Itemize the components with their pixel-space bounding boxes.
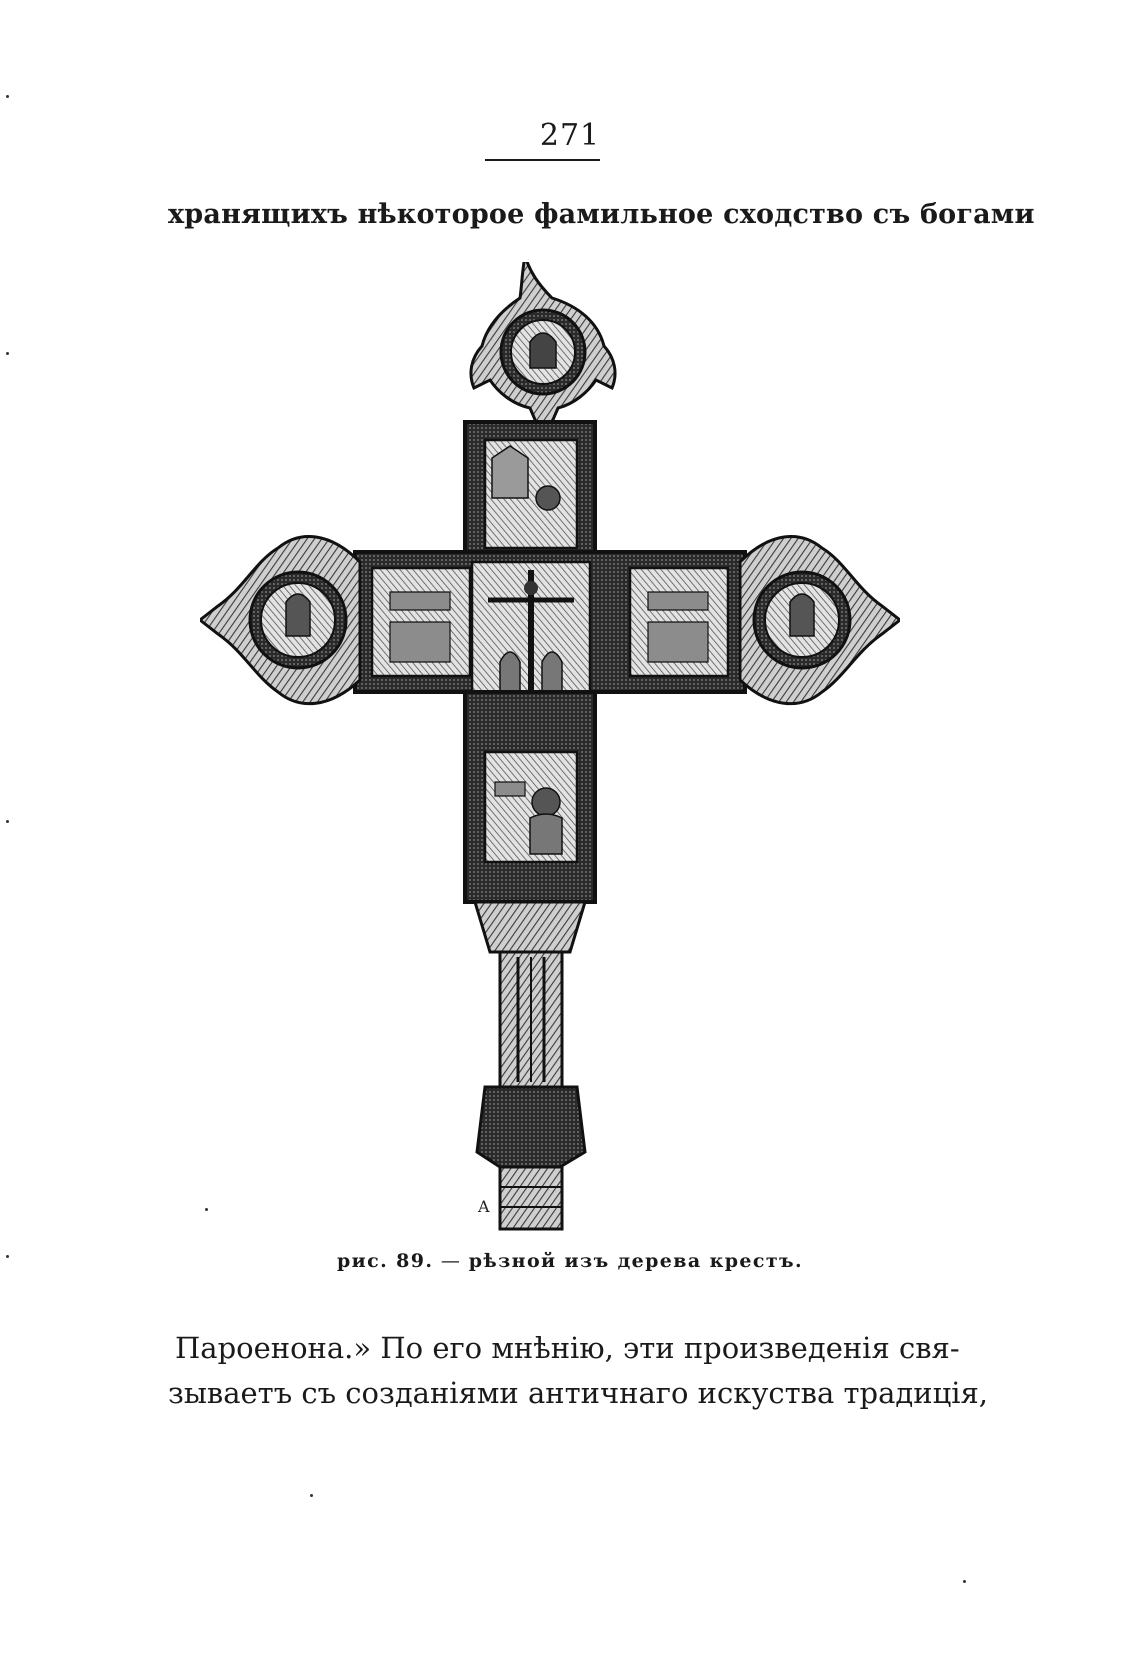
top-finial [471, 262, 615, 422]
cross-upper-arm [465, 422, 595, 562]
scan-speck [310, 1494, 313, 1497]
caption-lead: рис. 89. [336, 1250, 434, 1272]
scan-speck [963, 1580, 966, 1583]
cross-lower-arm [465, 692, 595, 902]
body-text-line-2: зываетъ съ созданіями античнаго искуства традиція, [168, 1376, 989, 1410]
engraver-monogram: A [478, 1197, 490, 1216]
scan-speck [6, 820, 9, 823]
scan-speck [6, 1255, 9, 1258]
top-text-line: хранящихъ нѣкоторое фамильное сходство съ богами [168, 199, 1035, 230]
figure-cross-illustration [200, 262, 900, 1232]
carved-cross-image [200, 262, 900, 1232]
scan-speck [6, 95, 9, 98]
right-finial [740, 536, 900, 703]
figure-caption [0, 1250, 1140, 1272]
scan-speck [6, 352, 9, 355]
body-text-line-1: Пароенона.» По его мнѣнію, эти произведенія свя- [175, 1331, 960, 1365]
left-finial [200, 536, 360, 703]
cross-staff [475, 902, 585, 1229]
scan-speck [205, 1208, 208, 1211]
page-number: 271 [539, 118, 601, 153]
page-number-rule [485, 159, 600, 161]
caption-text: рѣзной изъ дерева крестъ. [468, 1250, 804, 1272]
caption-dash: — [440, 1250, 462, 1272]
